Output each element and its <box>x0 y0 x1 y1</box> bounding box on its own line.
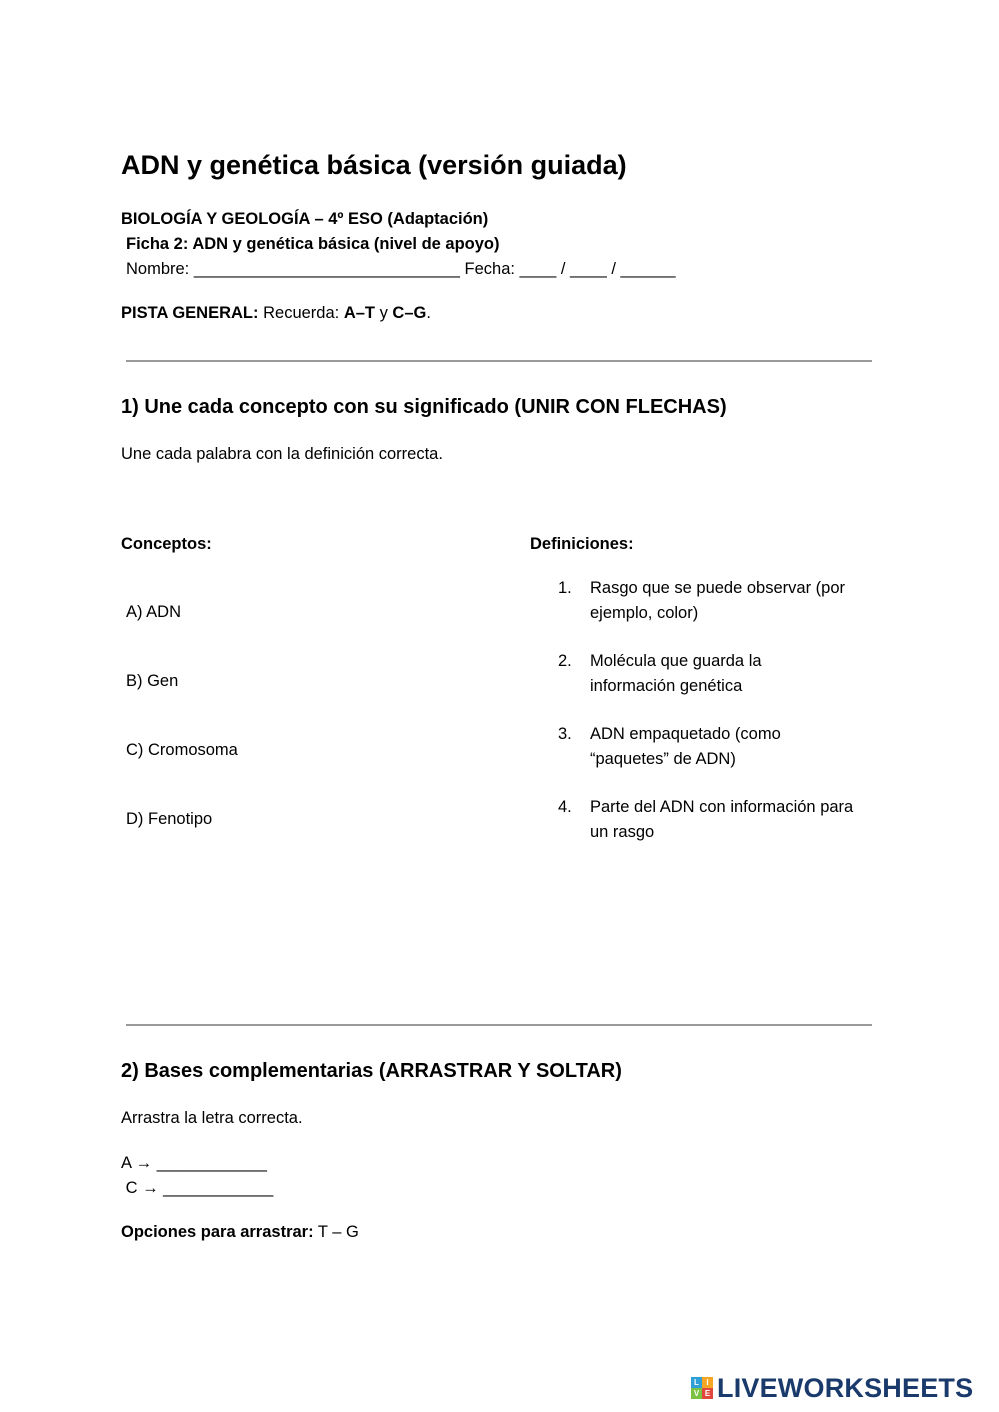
sheet-line: Ficha 2: ADN y genética básica (nivel de apoyo) <box>126 235 500 253</box>
liveworksheets-logo <box>691 1373 973 1403</box>
logo-tile: I <box>702 1377 713 1388</box>
logo-tile: E <box>702 1388 713 1399</box>
drop-target-a[interactable]: A → ____________ <box>121 1154 267 1172</box>
drop-target-c[interactable]: C → ____________ <box>121 1179 274 1197</box>
logo-tile: L <box>691 1377 702 1388</box>
section1-heading: 1) Une cada concepto con su significado (UNIR CON FLECHAS) <box>121 396 727 418</box>
hint-text: Recuerda: <box>258 304 344 322</box>
hint-connector: y <box>374 304 393 322</box>
definition-number: 1. <box>558 579 572 597</box>
liveworksheets-logo-icon <box>691 1377 713 1399</box>
options-label: Opciones para arrastrar: <box>121 1223 314 1241</box>
section2-instruction: Arrastra la letra correcta. <box>121 1109 303 1127</box>
hint-end: . <box>426 304 431 322</box>
concept-item[interactable]: D) Fenotipo <box>126 810 213 828</box>
name-date-line: Nombre: _____________________________ Fecha: ____ / ____ / ______ <box>126 260 676 278</box>
concepts-header: Conceptos: <box>121 535 212 553</box>
divider <box>126 1024 872 1026</box>
section1-instruction: Une cada palabra con la definición correcta. <box>121 445 443 463</box>
drag-options[interactable] <box>121 1220 359 1244</box>
definition-number: 4. <box>558 798 572 816</box>
definition-text: Rasgo que se puede observar (por ejemplo, color) <box>590 579 845 622</box>
concept-item[interactable]: C) Cromosoma <box>126 741 238 759</box>
definition-number: 2. <box>558 652 572 670</box>
general-hint <box>121 301 431 325</box>
definitions-header: Definiciones: <box>530 535 634 553</box>
page-title: ADN y genética básica (versión guiada) <box>121 150 627 180</box>
hint-label: PISTA GENERAL: <box>121 304 259 322</box>
definition-number: 3. <box>558 725 572 743</box>
concept-item[interactable]: A) ADN <box>126 603 182 621</box>
definition-text: ADN empaquetado (como “paquetes” de ADN) <box>590 725 781 768</box>
subject-line: BIOLOGÍA Y GEOLOGÍA – 4º ESO (Adaptación) <box>121 210 489 228</box>
logo-tile: V <box>691 1388 702 1399</box>
hint-pair-at: A–T <box>343 304 375 322</box>
hint-pair-cg: C–G <box>392 304 427 322</box>
options-values[interactable]: T – G <box>313 1223 359 1241</box>
definition-text: Parte del ADN con información para un rasgo <box>590 798 854 841</box>
definition-text: Molécula que guarda la información genética <box>590 652 762 695</box>
divider <box>126 360 872 362</box>
logo-text: LIVEWORKSHEETS <box>717 1372 974 1403</box>
concept-item[interactable]: B) Gen <box>126 672 179 690</box>
section2-heading: 2) Bases complementarias (ARRASTRAR Y SOLTAR) <box>121 1060 622 1082</box>
